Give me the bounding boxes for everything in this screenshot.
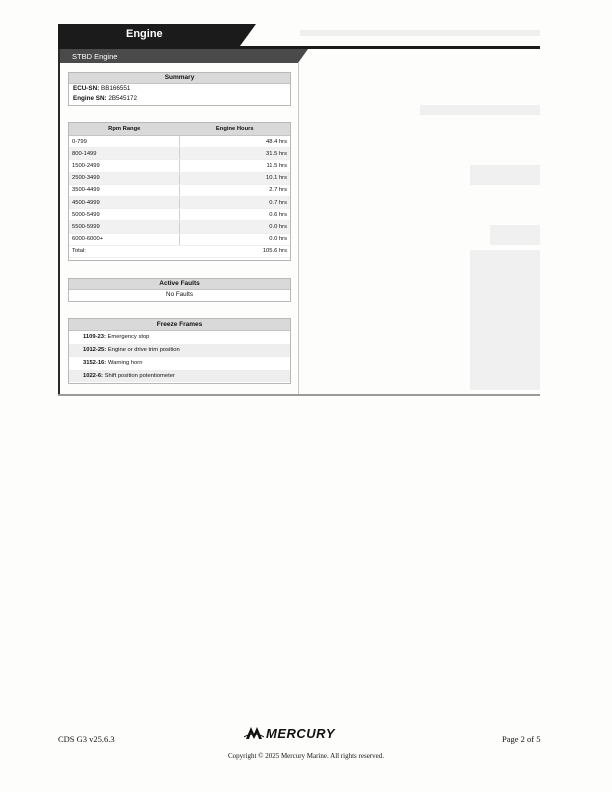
engine-sn-label: Engine SN: xyxy=(73,95,107,102)
table-row xyxy=(69,184,290,196)
copyright-notice: Copyright © 2025 Mercury Marine. All rights reserved. xyxy=(228,752,384,760)
freeze-frame-desc: Engine or drive trim position xyxy=(107,347,180,353)
table-row xyxy=(69,148,290,160)
engine-hours-cell: 0.6 hrs xyxy=(180,209,291,221)
table-row xyxy=(69,196,290,208)
freeze-frame-desc: Shift position potentiometer xyxy=(104,373,175,379)
freeze-frames-heading: Freeze Frames xyxy=(69,319,290,331)
engine-report xyxy=(58,24,540,396)
table-row xyxy=(69,233,290,245)
summary-box xyxy=(68,72,291,106)
engine-hours-header: Engine Hours xyxy=(180,123,291,136)
rpm-range-cell: 1500-2499 xyxy=(69,160,180,172)
engine-hours-cell: 11.5 hrs xyxy=(180,160,291,172)
active-faults-heading: Active Faults xyxy=(69,279,290,290)
rpm-range-cell: 4500-4999 xyxy=(69,196,180,208)
page-number: Page 2 of 5 xyxy=(502,734,541,744)
software-version: CDS G3 v25.6.3 xyxy=(58,734,115,744)
engine-hours-cell: 0.0 hrs xyxy=(180,233,291,245)
ecu-sn-row xyxy=(69,84,290,94)
column-divider xyxy=(298,63,299,396)
freeze-frame-item xyxy=(69,370,290,382)
freeze-frame-code: 1022-6: xyxy=(83,373,103,379)
summary-heading: Summary xyxy=(69,73,290,84)
engine-sn-value: 2B545172 xyxy=(108,95,138,102)
ecu-sn-value: BB166551 xyxy=(101,85,131,92)
rpm-range-cell: 0-799 xyxy=(69,136,180,148)
engine-tab xyxy=(58,24,240,46)
engine-hours-cell: 0.7 hrs xyxy=(180,196,291,208)
rpm-range-cell: 5000-5499 xyxy=(69,209,180,221)
table-header-row xyxy=(69,123,290,136)
total-label: Total: xyxy=(69,245,180,257)
rpm-range-cell: 2500-3499 xyxy=(69,172,180,184)
engine-hours-cell: 31.5 hrs xyxy=(180,148,291,160)
engine-sn-row xyxy=(69,94,290,104)
mercury-logo xyxy=(244,724,356,742)
table-row xyxy=(69,160,290,172)
stbd-engine-header xyxy=(58,49,298,63)
freeze-frame-item xyxy=(69,357,290,370)
active-faults-box xyxy=(68,278,291,302)
table-row xyxy=(69,172,290,184)
rpm-range-cell: 3500-4499 xyxy=(69,184,180,196)
engine-hours-cell: 10.1 hrs xyxy=(180,172,291,184)
engine-hours-cell: 48.4 hrs xyxy=(180,136,291,148)
rpm-range-cell: 800-1499 xyxy=(69,148,180,160)
rpm-hours-box xyxy=(68,122,291,261)
freeze-frame-item xyxy=(69,344,290,357)
freeze-frame-item xyxy=(69,331,290,344)
freeze-frame-code: 1109-23: xyxy=(83,334,106,340)
rpm-range-cell: 6000-6000+ xyxy=(69,233,180,245)
table-row xyxy=(69,136,290,148)
rpm-hours-table xyxy=(69,123,290,258)
left-border xyxy=(58,49,60,396)
freeze-frame-desc: Warning horn xyxy=(107,360,143,366)
bottom-rule xyxy=(58,394,540,396)
stbd-engine-title: STBD Engine xyxy=(72,52,118,61)
engine-hours-cell: 2.7 hrs xyxy=(180,184,291,196)
rpm-range-cell: 5500-5999 xyxy=(69,221,180,233)
total-row xyxy=(69,245,290,257)
mercury-logo-icon xyxy=(244,725,264,741)
active-faults-text: No Faults xyxy=(166,291,193,298)
freeze-frame-code: 3152-16: xyxy=(83,360,107,366)
freeze-frame-code: 1012-25: xyxy=(83,347,107,353)
freeze-frame-desc: Emergency stop xyxy=(107,334,150,340)
table-row xyxy=(69,209,290,221)
table-row xyxy=(69,221,290,233)
freeze-frames-box xyxy=(68,318,291,384)
engine-tab-title: Engine xyxy=(126,28,163,40)
engine-hours-cell: 0.0 hrs xyxy=(180,221,291,233)
rpm-range-header: Rpm Range xyxy=(69,123,180,136)
ecu-sn-label: ECU-SN: xyxy=(73,85,100,92)
total-value: 105.6 hrs xyxy=(180,245,291,257)
mercury-wordmark: MERCURY xyxy=(266,726,335,741)
